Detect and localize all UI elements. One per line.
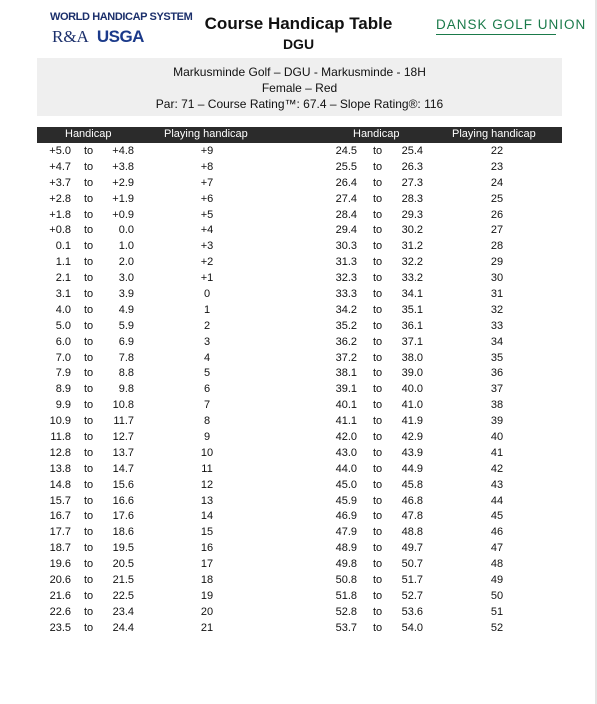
range-to-label: to	[373, 494, 383, 507]
playing-handicap: 19	[200, 589, 214, 602]
playing-handicap: 28	[490, 240, 504, 253]
table-row	[0, 557, 597, 573]
handicap-to: 51.7	[401, 574, 423, 587]
playing-handicap: 15	[200, 526, 214, 539]
handicap-from: 5.0	[55, 319, 71, 332]
handicap-from: 7.9	[55, 367, 71, 380]
handicap-from: 20.6	[49, 574, 71, 587]
playing-handicap: +8	[200, 160, 214, 173]
playing-handicap: 13	[200, 494, 214, 507]
range-to-label: to	[373, 621, 383, 634]
rating-info: Par: 71 – Course Rating™: 67.4 – Slope Rating®: 116	[155, 97, 444, 111]
handicap-from: +5.0	[49, 145, 71, 157]
range-to-label: to	[84, 319, 94, 332]
playing-handicap: 3	[203, 335, 211, 348]
handicap-to: 39.0	[401, 367, 423, 380]
handicap-to: 5.9	[118, 319, 134, 332]
handicap-from: 27.4	[335, 192, 357, 205]
handicap-from: 24.5	[335, 145, 357, 157]
handicap-from: 26.4	[335, 176, 357, 189]
handicap-to: 7.8	[118, 351, 134, 364]
handicap-from: 2.1	[55, 272, 71, 285]
table-row	[0, 446, 597, 462]
table-row	[0, 144, 597, 160]
range-to-label: to	[373, 605, 383, 618]
table-row	[0, 382, 597, 398]
handicap-from: 30.3	[335, 240, 357, 253]
playing-handicap: 2	[203, 319, 211, 332]
header-handicap-right: Handicap	[353, 128, 400, 140]
handicap-to: 20.5	[112, 558, 134, 571]
playing-handicap: 35	[490, 351, 504, 364]
handicap-from: 39.1	[335, 383, 357, 396]
dgu-logo-text: DANSK GOLF UNION	[436, 17, 587, 32]
range-to-label: to	[373, 383, 383, 396]
range-to-label: to	[84, 383, 94, 396]
handicap-to: 43.9	[401, 446, 423, 459]
handicap-from: +4.7	[49, 160, 71, 173]
playing-handicap: 5	[203, 367, 211, 380]
playing-handicap: 51	[490, 605, 504, 618]
handicap-from: 19.6	[49, 558, 71, 571]
range-to-label: to	[373, 542, 383, 555]
range-to-label: to	[373, 478, 383, 491]
range-to-label: to	[373, 192, 383, 205]
handicap-from: 41.1	[335, 415, 357, 428]
playing-handicap: 23	[490, 160, 504, 173]
handicap-from: 34.2	[335, 303, 357, 316]
playing-handicap: 9	[203, 431, 211, 444]
handicap-from: +2.8	[49, 192, 71, 205]
handicap-to: 42.9	[401, 431, 423, 444]
handicap-to: 41.9	[401, 415, 423, 428]
handicap-from: 40.1	[335, 399, 357, 412]
handicap-to: 49.7	[401, 542, 423, 555]
playing-handicap: +2	[200, 256, 214, 269]
table-row	[0, 319, 597, 335]
handicap-from: 52.8	[335, 605, 357, 618]
range-to-label: to	[84, 510, 94, 523]
range-to-label: to	[373, 351, 383, 364]
header-handicap-left: Handicap	[65, 128, 112, 140]
handicap-from: 53.7	[335, 621, 357, 634]
table-row	[0, 478, 597, 494]
handicap-to: 2.0	[118, 256, 134, 269]
handicap-from: 51.8	[335, 589, 357, 602]
handicap-to: 47.8	[401, 510, 423, 523]
handicap-to: 48.8	[401, 526, 423, 539]
range-to-label: to	[84, 303, 94, 316]
handicap-to: 19.5	[112, 542, 134, 555]
whs-logo-text: WORLD HANDICAP SYSTEM	[50, 11, 193, 23]
playing-handicap: 50	[490, 589, 504, 602]
playing-handicap: 20	[200, 605, 214, 618]
handicap-from: 17.7	[49, 526, 71, 539]
handicap-from: 16.7	[49, 510, 71, 523]
handicap-to: 37.1	[401, 335, 423, 348]
playing-handicap: 33	[490, 319, 504, 332]
handicap-to: 8.8	[118, 367, 134, 380]
range-to-label: to	[373, 208, 383, 221]
playing-handicap: 17	[200, 558, 214, 571]
handicap-to: 3.9	[118, 288, 134, 301]
range-to-label: to	[84, 574, 94, 587]
playing-handicap: 39	[490, 415, 504, 428]
handicap-from: 7.0	[55, 351, 71, 364]
handicap-to: 30.2	[401, 224, 423, 237]
playing-handicap: 11	[201, 462, 213, 475]
handicap-from: 8.9	[55, 383, 71, 396]
playing-handicap: 29	[490, 256, 504, 269]
playing-handicap: 30	[490, 272, 504, 285]
range-to-label: to	[84, 160, 94, 173]
handicap-to: +4.8	[112, 145, 134, 157]
handicap-to: 14.7	[112, 462, 134, 475]
range-to-label: to	[84, 145, 94, 157]
handicap-to: 12.7	[112, 431, 134, 444]
playing-handicap: 43	[490, 478, 504, 491]
table-row	[0, 621, 597, 637]
handicap-to: 21.5	[112, 574, 134, 587]
handicap-from: 32.3	[335, 272, 357, 285]
playing-handicap: 41	[490, 446, 504, 459]
handicap-to: 54.0	[401, 621, 423, 634]
range-to-label: to	[373, 272, 383, 285]
handicap-to: 25.4	[401, 145, 423, 157]
table-row	[0, 541, 597, 557]
table-row	[0, 589, 597, 605]
course-info-panel	[37, 58, 562, 116]
playing-handicap: 24	[490, 176, 504, 189]
playing-handicap: 18	[200, 574, 214, 587]
range-to-label: to	[84, 192, 94, 205]
playing-handicap: 34	[490, 335, 504, 348]
handicap-from: 37.2	[335, 351, 357, 364]
range-to-label: to	[84, 589, 94, 602]
table-row	[0, 573, 597, 589]
handicap-from: +0.8	[49, 224, 71, 237]
handicap-from: 9.9	[55, 399, 71, 412]
handicap-table-body	[0, 144, 597, 637]
playing-handicap: +4	[200, 224, 214, 237]
handicap-from: 23.5	[49, 621, 71, 634]
handicap-to: +3.8	[112, 160, 134, 173]
range-to-label: to	[84, 208, 94, 221]
range-to-label: to	[373, 399, 383, 412]
handicap-from: 29.4	[335, 224, 357, 237]
range-to-label: to	[373, 367, 383, 380]
playing-handicap: 21	[200, 621, 214, 634]
handicap-from: 38.1	[335, 367, 357, 380]
playing-handicap: 38	[490, 399, 504, 412]
handicap-to: 38.0	[401, 351, 423, 364]
playing-handicap: 26	[490, 208, 504, 221]
handicap-to: +0.9	[112, 208, 134, 221]
playing-handicap: 22	[490, 145, 504, 157]
handicap-to: 3.0	[118, 272, 134, 285]
range-to-label: to	[84, 256, 94, 269]
handicap-from: 12.8	[49, 446, 71, 459]
header-playing-handicap-right: Playing handicap	[452, 128, 536, 140]
dgu-logo	[436, 17, 586, 35]
header-playing-handicap-left: Playing handicap	[164, 128, 248, 140]
range-to-label: to	[373, 415, 383, 428]
range-to-label: to	[84, 478, 94, 491]
handicap-from: 42.0	[335, 431, 357, 444]
playing-handicap: 45	[490, 510, 504, 523]
handicap-from: 3.1	[55, 288, 71, 301]
range-to-label: to	[84, 335, 94, 348]
handicap-to: 45.8	[401, 478, 423, 491]
playing-handicap: 49	[490, 574, 504, 587]
table-header	[37, 127, 562, 143]
handicap-to: +2.9	[112, 176, 134, 189]
range-to-label: to	[84, 272, 94, 285]
handicap-to: 35.1	[401, 303, 423, 316]
range-to-label: to	[84, 526, 94, 539]
range-to-label: to	[373, 240, 383, 253]
playing-handicap: 32	[490, 303, 504, 316]
playing-handicap: +9	[200, 145, 214, 157]
handicap-from: 50.8	[335, 574, 357, 587]
table-row	[0, 335, 597, 351]
playing-handicap: 7	[203, 399, 211, 412]
handicap-to: 9.8	[118, 383, 134, 396]
playing-handicap: +3	[200, 240, 214, 253]
handicap-to: 6.9	[118, 335, 134, 348]
table-row	[0, 160, 597, 176]
handicap-from: 21.6	[49, 589, 71, 602]
range-to-label: to	[84, 621, 94, 634]
handicap-from: 18.7	[49, 542, 71, 555]
handicap-to: 13.7	[112, 446, 134, 459]
range-to-label: to	[373, 319, 383, 332]
playing-handicap: 6	[203, 383, 211, 396]
handicap-from: 31.3	[335, 256, 357, 269]
playing-handicap: 42	[490, 462, 504, 475]
range-to-label: to	[84, 494, 94, 507]
handicap-from: 10.9	[49, 415, 71, 428]
ra-logo: R&A	[52, 27, 89, 46]
range-to-label: to	[84, 462, 94, 475]
table-row	[0, 351, 597, 367]
range-to-label: to	[373, 462, 383, 475]
handicap-to: 0.0	[118, 224, 134, 237]
table-row	[0, 605, 597, 621]
handicap-to: 46.8	[401, 494, 423, 507]
range-to-label: to	[373, 526, 383, 539]
handicap-to: 23.4	[112, 605, 134, 618]
table-row	[0, 303, 597, 319]
handicap-to: 32.2	[401, 256, 423, 269]
range-to-label: to	[373, 145, 383, 157]
handicap-from: 47.9	[335, 526, 357, 539]
playing-handicap: +1	[200, 272, 214, 285]
handicap-from: 22.6	[49, 605, 71, 618]
playing-handicap: 44	[490, 494, 504, 507]
handicap-to: 40.0	[401, 383, 423, 396]
tee-info: Female – Red	[261, 81, 338, 95]
handicap-to: 1.0	[118, 240, 134, 253]
playing-handicap: 52	[490, 621, 504, 634]
handicap-to: 27.3	[401, 176, 423, 189]
playing-handicap: 37	[490, 383, 504, 396]
table-row	[0, 462, 597, 478]
handicap-from: 45.0	[335, 478, 357, 491]
handicap-from: 13.8	[49, 462, 71, 475]
range-to-label: to	[84, 446, 94, 459]
dgu-logo-underline	[436, 34, 556, 35]
range-to-label: to	[84, 415, 94, 428]
handicap-to: 36.1	[401, 319, 423, 332]
handicap-from: 4.0	[55, 303, 71, 316]
range-to-label: to	[373, 303, 383, 316]
playing-handicap: +5	[200, 208, 214, 221]
handicap-from: 11.8	[50, 431, 71, 444]
handicap-to: 31.2	[401, 240, 423, 253]
range-to-label: to	[373, 446, 383, 459]
range-to-label: to	[84, 288, 94, 301]
handicap-from: 35.2	[335, 319, 357, 332]
table-row	[0, 398, 597, 414]
handicap-to: 18.6	[112, 526, 134, 539]
handicap-from: 44.0	[335, 462, 357, 475]
range-to-label: to	[84, 176, 94, 189]
range-to-label: to	[373, 224, 383, 237]
range-to-label: to	[373, 160, 383, 173]
table-row	[0, 509, 597, 525]
handicap-to: 11.7	[113, 415, 134, 428]
playing-handicap: 14	[200, 510, 214, 523]
table-row	[0, 176, 597, 192]
range-to-label: to	[373, 510, 383, 523]
range-to-label: to	[373, 589, 383, 602]
handicap-from: 33.3	[335, 288, 357, 301]
handicap-to: 4.9	[118, 303, 134, 316]
playing-handicap: 0	[203, 288, 211, 301]
handicap-to: 16.6	[112, 494, 134, 507]
handicap-from: +1.8	[49, 208, 71, 221]
handicap-to: 44.9	[401, 462, 423, 475]
range-to-label: to	[373, 256, 383, 269]
handicap-to: 28.3	[401, 192, 423, 205]
handicap-from: 28.4	[335, 208, 357, 221]
table-row	[0, 192, 597, 208]
handicap-from: 36.2	[335, 335, 357, 348]
table-row	[0, 414, 597, 430]
table-row	[0, 208, 597, 224]
playing-handicap: 10	[200, 446, 214, 459]
handicap-to: 24.4	[112, 621, 134, 634]
playing-handicap: 31	[490, 288, 504, 301]
playing-handicap: +7	[200, 176, 214, 189]
handicap-to: 15.6	[112, 478, 134, 491]
handicap-to: 34.1	[401, 288, 423, 301]
handicap-from: 43.0	[335, 446, 357, 459]
playing-handicap: 25	[490, 192, 504, 205]
range-to-label: to	[373, 574, 383, 587]
table-row	[0, 494, 597, 510]
table-row	[0, 255, 597, 271]
handicap-to: 33.2	[401, 272, 423, 285]
handicap-to: +1.9	[112, 192, 134, 205]
table-row	[0, 525, 597, 541]
handicap-to: 50.7	[401, 558, 423, 571]
table-row	[0, 223, 597, 239]
range-to-label: to	[373, 431, 383, 444]
handicap-to: 53.6	[401, 605, 423, 618]
range-to-label: to	[373, 288, 383, 301]
range-to-label: to	[84, 431, 94, 444]
handicap-to: 22.5	[112, 589, 134, 602]
playing-handicap: 40	[490, 431, 504, 444]
playing-handicap: +6	[200, 192, 214, 205]
playing-handicap: 12	[200, 478, 214, 491]
range-to-label: to	[84, 558, 94, 571]
table-row	[0, 430, 597, 446]
handicap-to: 10.8	[112, 399, 134, 412]
handicap-to: 17.6	[112, 510, 134, 523]
table-row	[0, 287, 597, 303]
usga-logo: USGA	[96, 27, 144, 46]
playing-handicap: 48	[490, 558, 504, 571]
handicap-to: 29.3	[401, 208, 423, 221]
handicap-from: 15.7	[49, 494, 71, 507]
range-to-label: to	[84, 399, 94, 412]
playing-handicap: 4	[203, 351, 211, 364]
course-name: Markusminde Golf – DGU - Markusminde - 18H	[173, 65, 426, 79]
playing-handicap: 47	[490, 542, 504, 555]
page-title: Course Handicap Table	[204, 14, 393, 33]
handicap-from: 1.1	[55, 256, 71, 269]
playing-handicap: 8	[203, 415, 211, 428]
range-to-label: to	[373, 335, 383, 348]
handicap-from: 49.8	[335, 558, 357, 571]
handicap-to: 41.0	[401, 399, 423, 412]
handicap-from: +3.7	[49, 176, 71, 189]
playing-handicap: 16	[200, 542, 214, 555]
range-to-label: to	[84, 240, 94, 253]
playing-handicap: 27	[490, 224, 504, 237]
handicap-to: 26.3	[401, 160, 423, 173]
range-to-label: to	[84, 542, 94, 555]
playing-handicap: 36	[490, 367, 504, 380]
handicap-from: 6.0	[55, 335, 71, 348]
range-to-label: to	[84, 351, 94, 364]
range-to-label: to	[84, 605, 94, 618]
range-to-label: to	[373, 176, 383, 189]
handicap-from: 46.9	[335, 510, 357, 523]
handicap-from: 14.8	[49, 478, 71, 491]
table-row	[0, 366, 597, 382]
table-row	[0, 271, 597, 287]
range-to-label: to	[373, 558, 383, 571]
handicap-from: 48.9	[335, 542, 357, 555]
handicap-from: 45.9	[335, 494, 357, 507]
table-row	[0, 239, 597, 255]
playing-handicap: 46	[490, 526, 504, 539]
range-to-label: to	[84, 224, 94, 237]
range-to-label: to	[84, 367, 94, 380]
playing-handicap: 1	[203, 303, 211, 316]
handicap-from: 25.5	[335, 160, 357, 173]
page-subtitle: DGU	[282, 36, 315, 52]
handicap-from: 0.1	[55, 240, 71, 253]
handicap-to: 52.7	[401, 589, 423, 602]
